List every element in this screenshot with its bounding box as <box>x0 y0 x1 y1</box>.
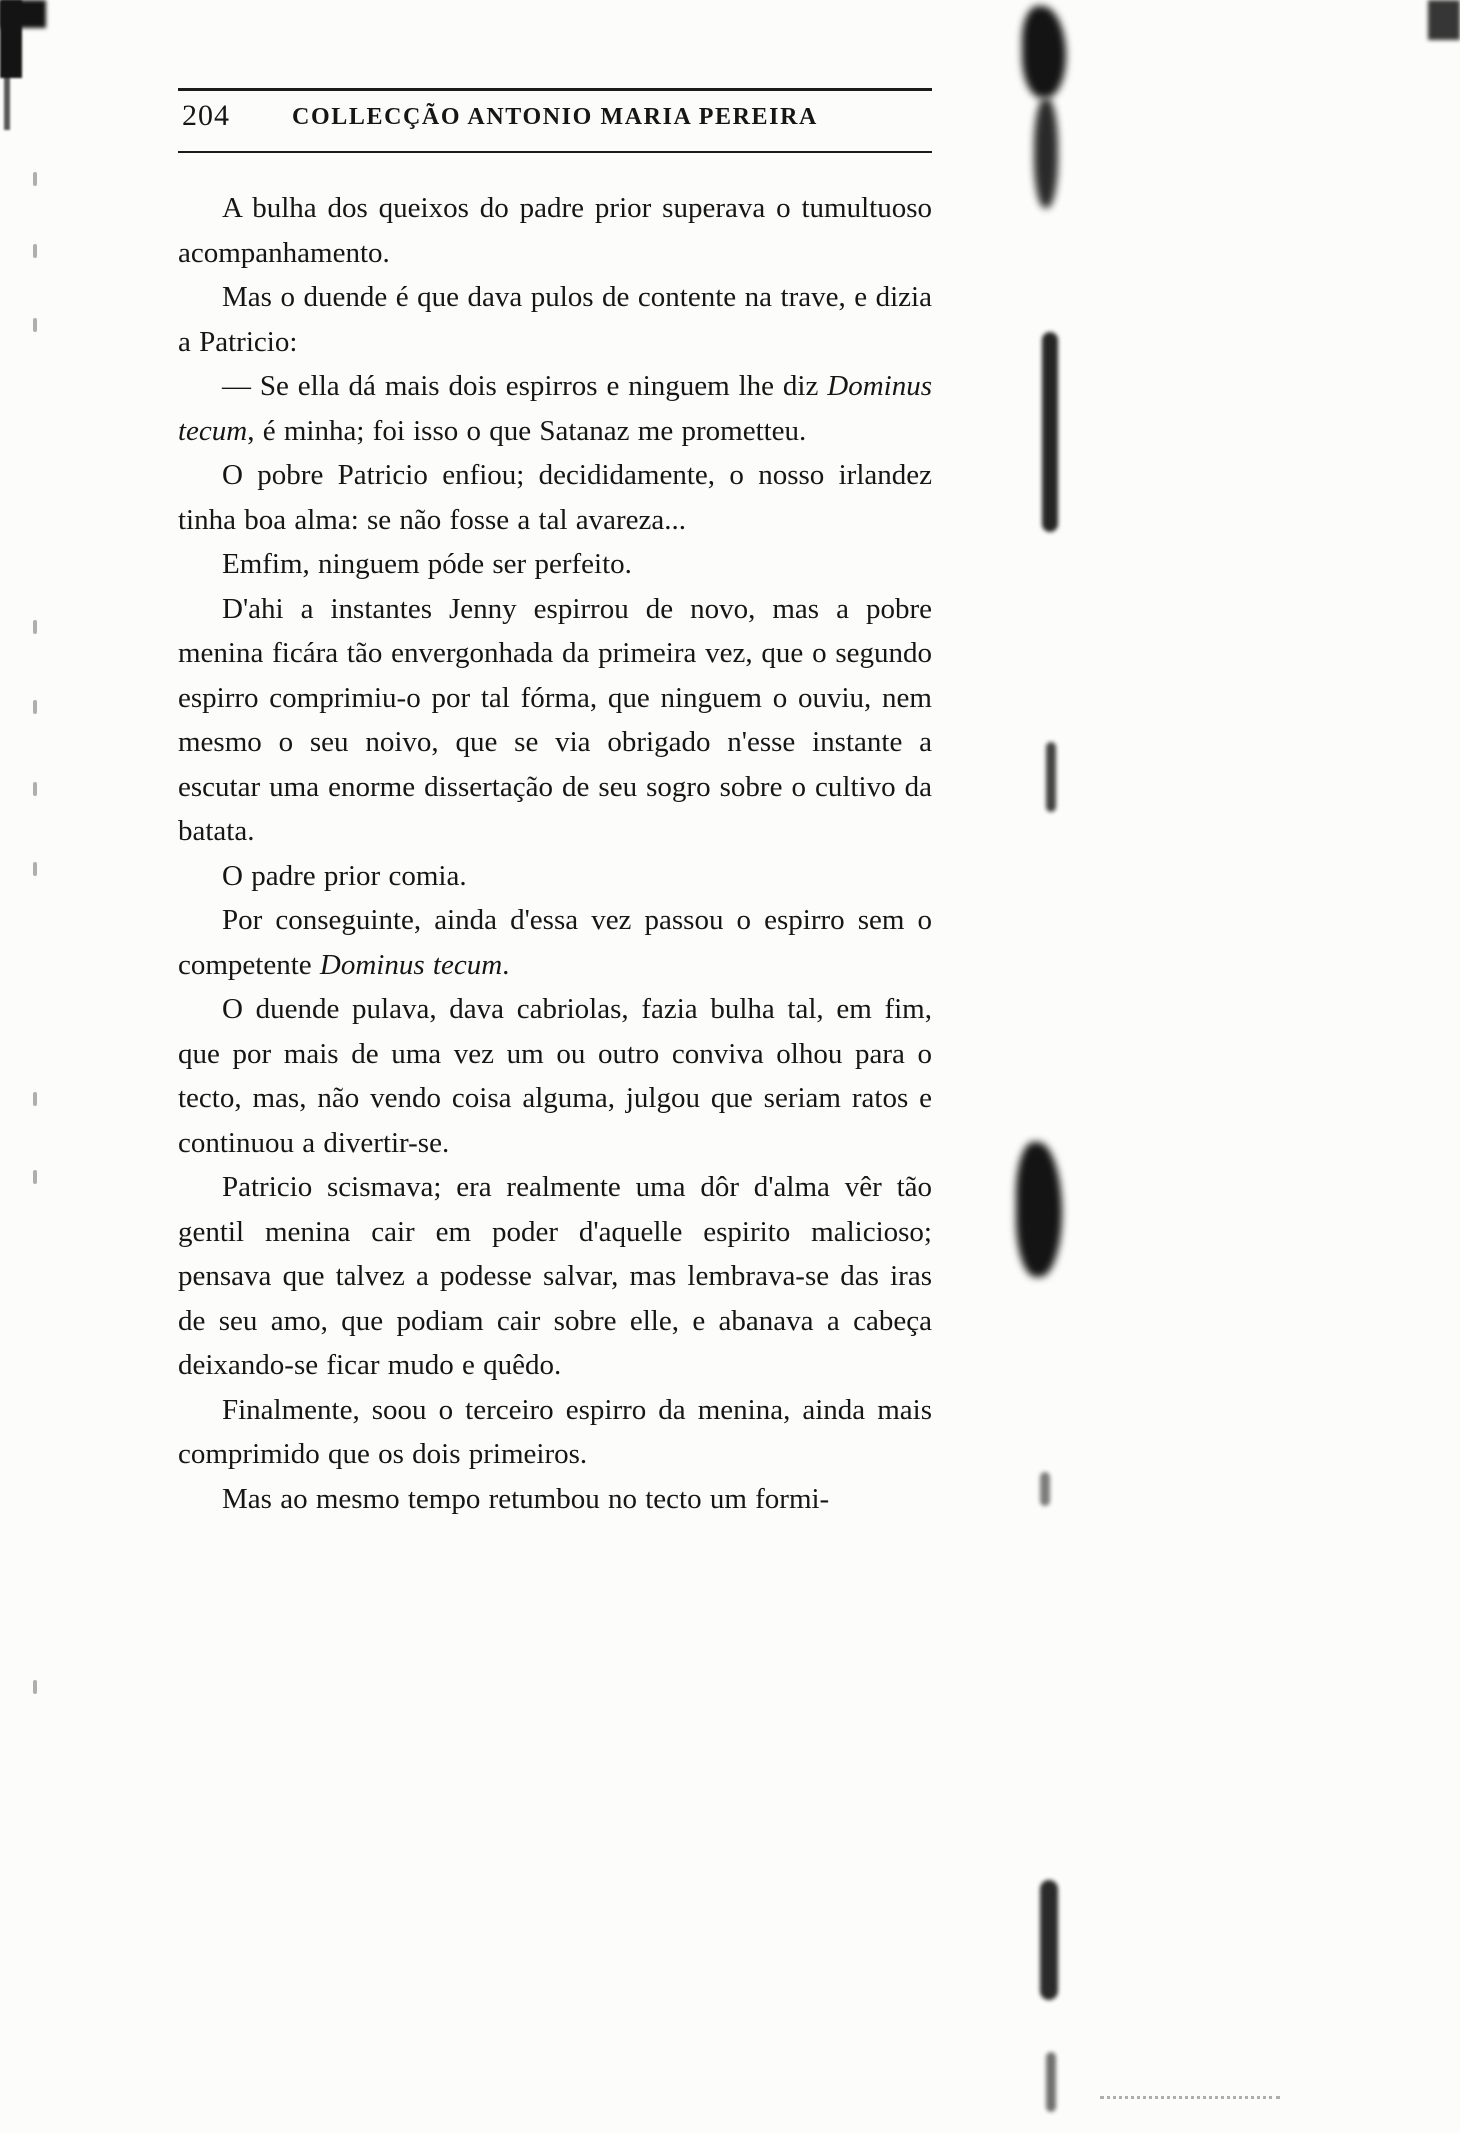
text-segment: Mas ao mesmo tempo retumbou no tecto um formi- <box>222 1482 830 1515</box>
text-segment: Patricio scismava; era realmente uma dôr d'alma vêr tão gentil menina cair em poder d'aquelle espirito malicioso; pensava que talvez a podesse salvar, mas lembrava-se das iras de seu amo, que podiam cair sobre elle, e abanava a cabeça deixando-se ficar mudo e quêdo. <box>178 1171 932 1381</box>
paragraph <box>178 186 932 275</box>
scan-artifact <box>0 0 46 28</box>
scan-artifact <box>1034 98 1058 208</box>
scan-artifact <box>1100 2096 1280 2099</box>
paragraph <box>178 453 932 542</box>
binding-mark <box>33 172 37 186</box>
page-number: 204 <box>182 99 230 132</box>
header-rule-bottom <box>178 151 932 153</box>
header-rule-top <box>178 88 932 91</box>
text-segment: , é minha; foi isso o que Satanaz me prometteu. <box>247 414 807 447</box>
paragraph <box>178 987 932 1165</box>
scan-artifact <box>1042 332 1058 532</box>
binding-mark <box>33 1170 37 1184</box>
running-title: COLLECÇÃO ANTONIO MARIA PEREIRA <box>292 104 818 130</box>
paragraph <box>178 587 932 854</box>
paragraph <box>178 854 932 899</box>
italic-phrase: Dominus tecum <box>178 370 932 447</box>
binding-mark <box>33 782 37 796</box>
paragraph <box>178 1165 932 1388</box>
scan-artifact <box>4 70 10 130</box>
paragraph <box>178 275 932 364</box>
binding-mark <box>33 700 37 714</box>
scan-artifact <box>1040 1472 1050 1506</box>
text-segment: A bulha dos queixos do padre prior superava o tumultuoso acompanhamento. <box>178 192 932 269</box>
text-segment: Finalmente, soou o terceiro espirro da menina, ainda mais comprimido que os dois primeiros. <box>178 1393 932 1470</box>
page-header <box>178 88 932 153</box>
scan-artifact <box>1046 2052 1056 2112</box>
binding-mark <box>33 1680 37 1694</box>
binding-mark <box>33 862 37 876</box>
binding-mark <box>33 244 37 258</box>
paragraph <box>178 542 932 587</box>
text-segment: D'ahi a instantes Jenny espirrou de novo, mas a pobre menina ficára tão envergonhada da primeira vez, que o segundo espirro comprimiu-o por tal fórma, que ninguem o ouviu, nem mesmo o seu noivo, que se via obrigado n'esse instante a escutar uma enorme dissertação de seu sogro sobre o cultivo da batata. <box>178 592 932 847</box>
text-segment: — Se ella dá mais dois espirros e ninguem lhe diz <box>222 370 828 402</box>
text-segment: O padre prior comia. <box>222 859 467 892</box>
scan-artifact <box>1022 6 1066 98</box>
paragraph <box>178 1388 932 1477</box>
text-segment: O duende pulava, dava cabriolas, fazia bulha tal, em fim, que por mais de uma vez um ou outro conviva olhou para o tecto, mas, não vendo coisa alguma, julgou que seriam ratos e continuou a divertir-se. <box>178 993 932 1159</box>
scan-artifact <box>1040 1880 1058 2000</box>
text-segment: . <box>502 948 510 981</box>
paragraph <box>178 1477 932 1522</box>
scan-artifact <box>0 0 22 78</box>
paragraph <box>178 898 932 987</box>
paragraph <box>178 364 932 453</box>
scan-artifact <box>1428 0 1460 40</box>
italic-phrase: Dominus tecum <box>319 948 503 981</box>
text-segment: O pobre Patricio enfiou; decididamente, o nosso irlandez tinha boa alma: se não fosse a tal avareza... <box>178 459 932 536</box>
text-segment: Por conseguinte, ainda d'essa vez passou o espirro sem o competente <box>178 904 932 981</box>
scan-artifact <box>1046 742 1056 812</box>
binding-mark <box>33 318 37 332</box>
page-text <box>178 186 932 1521</box>
binding-mark <box>33 1092 37 1106</box>
text-segment: Emfim, ninguem póde ser perfeito. <box>222 548 632 580</box>
text-segment: Mas o duende é que dava pulos de contente na trave, e dizia a Patricio: <box>178 281 932 358</box>
scan-artifact <box>1016 1142 1062 1277</box>
binding-mark <box>33 620 37 634</box>
